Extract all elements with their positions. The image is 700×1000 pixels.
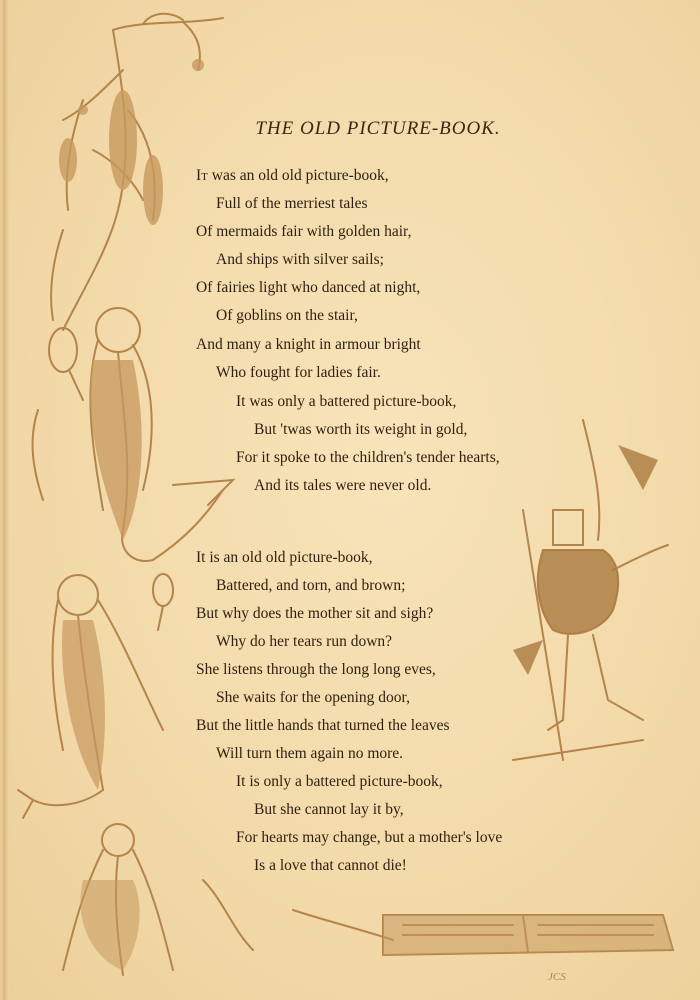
poem-line <box>196 168 389 184</box>
poem-line: And many a knight in armour bright <box>196 336 421 353</box>
poem-line: Who fought for ladies fair. <box>216 364 381 381</box>
goblin-with-staff-illustration <box>493 400 693 780</box>
poem-line: Will turn them again no more. <box>216 745 404 762</box>
poem-line: But she cannot lay it by, <box>254 801 404 818</box>
poem-line: Battered, and torn, and brown; <box>216 577 406 594</box>
poem-line: And its tales were never old. <box>254 477 432 494</box>
poem-line: It was only a battered picture-book, <box>236 393 457 410</box>
poem-line: Of fairies light who danced at night, <box>196 279 421 296</box>
poem-line: For hearts may change, but a mother's love <box>236 829 503 846</box>
poem-line: It is an old old picture-book, <box>196 549 373 566</box>
poem-line: Is a love that cannot die! <box>254 857 407 874</box>
poem-line: But the little hands that turned the leaves <box>196 717 450 734</box>
poem-line: Full of the merriest tales <box>216 195 368 212</box>
line-text: was an old old picture-book, <box>207 167 389 184</box>
poem-line: And ships with silver sails; <box>216 251 384 268</box>
illustrator-signature: JCS <box>548 971 566 983</box>
poem-line: It is only a battered picture-book, <box>236 773 443 790</box>
poem-line: She waits for the opening door, <box>216 689 410 706</box>
lower-mermaid-illustration <box>13 560 203 830</box>
poem-line: Why do her tears run down? <box>216 633 393 650</box>
poem-line: Of mermaids fair with golden hair, <box>196 223 412 240</box>
poem-title: THE OLD PICTURE-BOOK. <box>255 118 501 139</box>
poem-line: For it spoke to the children's tender hearts, <box>236 449 500 466</box>
drop-word: It <box>196 167 208 184</box>
mermaid-with-mirror-illustration <box>23 290 243 580</box>
poem-line: But why does the mother sit and sigh? <box>196 605 434 622</box>
poem-line: Of goblins on the stair, <box>216 307 358 324</box>
poem-line: But 'twas worth its weight in gold, <box>254 421 468 438</box>
poem-line: She listens through the long long eves, <box>196 661 436 678</box>
page-edge-shadow <box>3 0 9 1000</box>
